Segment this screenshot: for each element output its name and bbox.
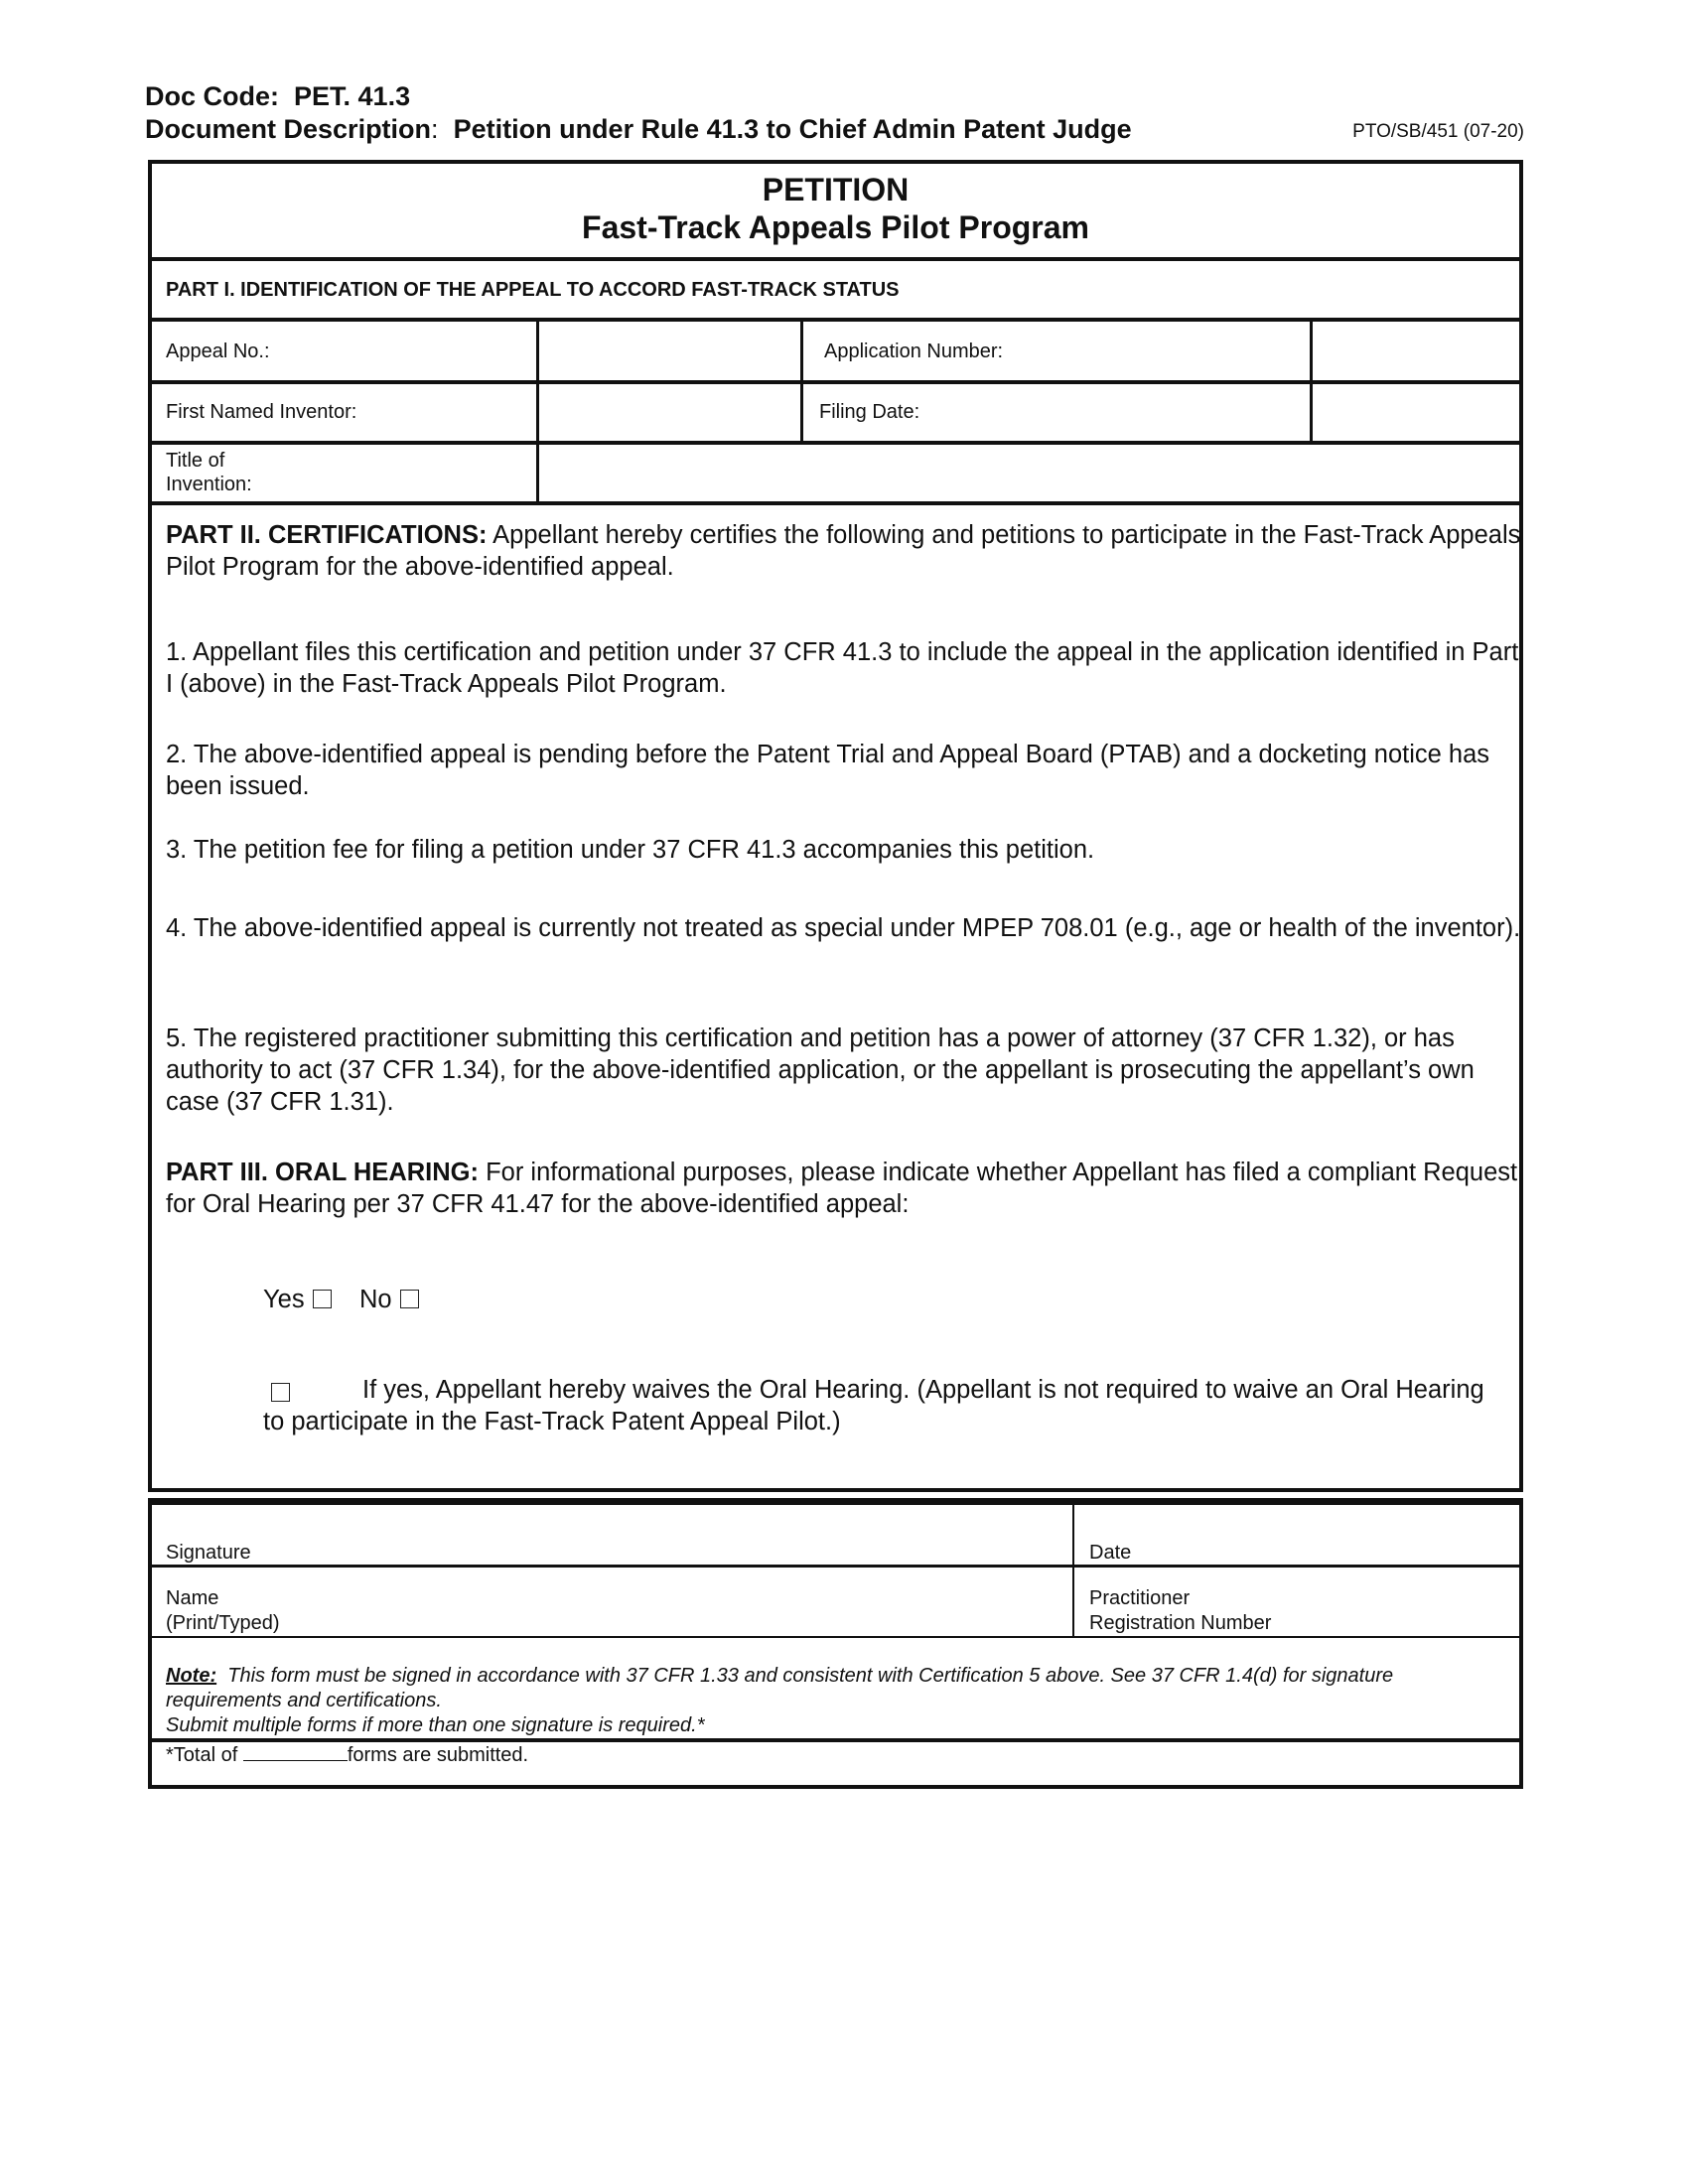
yes-checkbox[interactable]	[313, 1290, 332, 1308]
certification-5: 5. The registered practitioner submitting this certification and petition has a power of attorney (37 CFR 1.32), or has authority to act (37 CFR 1.34), for the above-identified application, or the appellant is prosecuting the appellant’s own case (37 CFR 1.31).	[166, 1024, 1475, 1116]
form-title: PETITION Fast-Track Appeals Pilot Program	[582, 172, 1089, 245]
practitioner-label: Practitioner Registration Number	[1089, 1587, 1272, 1634]
part1-heading: PART I. IDENTIFICATION OF THE APPEAL TO ACCORD FAST-TRACK STATUS	[166, 279, 900, 301]
doc-description: Document Description: Petition under Rule 41.3 to Chief Admin Patent Judge	[145, 114, 1132, 144]
date-label: Date	[1089, 1542, 1132, 1564]
note: Note: This form must be signed in accordance with 37 CFR 1.33 and consistent with Certification 5 above. See 37 CFR 1.4(d) for signature requirements and certifications. Submit multiple forms if more than one signature is required.*	[166, 1665, 1394, 1736]
date-field[interactable]	[1078, 1505, 1515, 1563]
filing-date-label: Filing Date:	[819, 401, 920, 423]
oral-hearing-options: Yes No	[263, 1284, 419, 1315]
title-of-invention-field[interactable]	[541, 447, 1518, 500]
name-label: Name (Print/Typed)	[166, 1587, 280, 1634]
application-number-field[interactable]	[1315, 324, 1518, 379]
certification-2: 2. The above-identified appeal is pending before the Patent Trial and Appeal Board (PTAB) and a docketing notice has been issued.	[166, 741, 1490, 800]
waive-text: If yes, Appellant hereby waives the Oral Hearing. (Appellant is not required to waive an Oral Hearing to participate in the Fast-Track Patent Appeal Pilot.)	[263, 1376, 1484, 1435]
part2-intro: PART II. CERTIFICATIONS: Appellant hereby certifies the following and petitions to participate in the Fast-Track Appeals Pilot Program for the above-identified appeal.	[166, 521, 1521, 581]
appeal-no-label: Appeal No.:	[166, 341, 270, 362]
name-field[interactable]	[154, 1570, 1067, 1633]
total-forms-field[interactable]	[243, 1742, 348, 1761]
form-number: PTO/SB/451 (07-20)	[1352, 121, 1524, 142]
signature-label: Signature	[166, 1542, 251, 1564]
no-checkbox[interactable]	[400, 1290, 419, 1308]
total-forms: *Total of forms are submitted.	[166, 1744, 529, 1766]
certification-1: 1. Appellant files this certification and petition under 37 CFR 41.3 to include the appeal in the application identified in Part I (above) in the Fast-Track Appeals Pilot Program.	[166, 638, 1519, 698]
doc-code: Doc Code: PET. 41.3	[145, 81, 411, 111]
filing-date-field[interactable]	[1315, 386, 1518, 440]
certification-4: 4. The above-identified appeal is currently not treated as special under MPEP 708.01 (e.g., age or health of the inventor).	[166, 914, 1521, 942]
title-of-invention-label: Title of Invention:	[166, 450, 252, 495]
first-named-inventor-label: First Named Inventor:	[166, 401, 357, 423]
certification-3: 3. The petition fee for filing a petition under 37 CFR 41.3 accompanies this petition.	[166, 836, 1095, 864]
appeal-no-field[interactable]	[541, 324, 799, 379]
application-number-label: Application Number:	[824, 341, 1004, 362]
signature-field[interactable]	[154, 1505, 1067, 1563]
first-named-inventor-field[interactable]	[541, 386, 799, 440]
part3-intro: PART III. ORAL HEARING: For informational purposes, please indicate whether Appellant has filed a compliant Request for Oral Hearing per 37 CFR 41.47 for the above-identified appeal:	[166, 1159, 1518, 1218]
